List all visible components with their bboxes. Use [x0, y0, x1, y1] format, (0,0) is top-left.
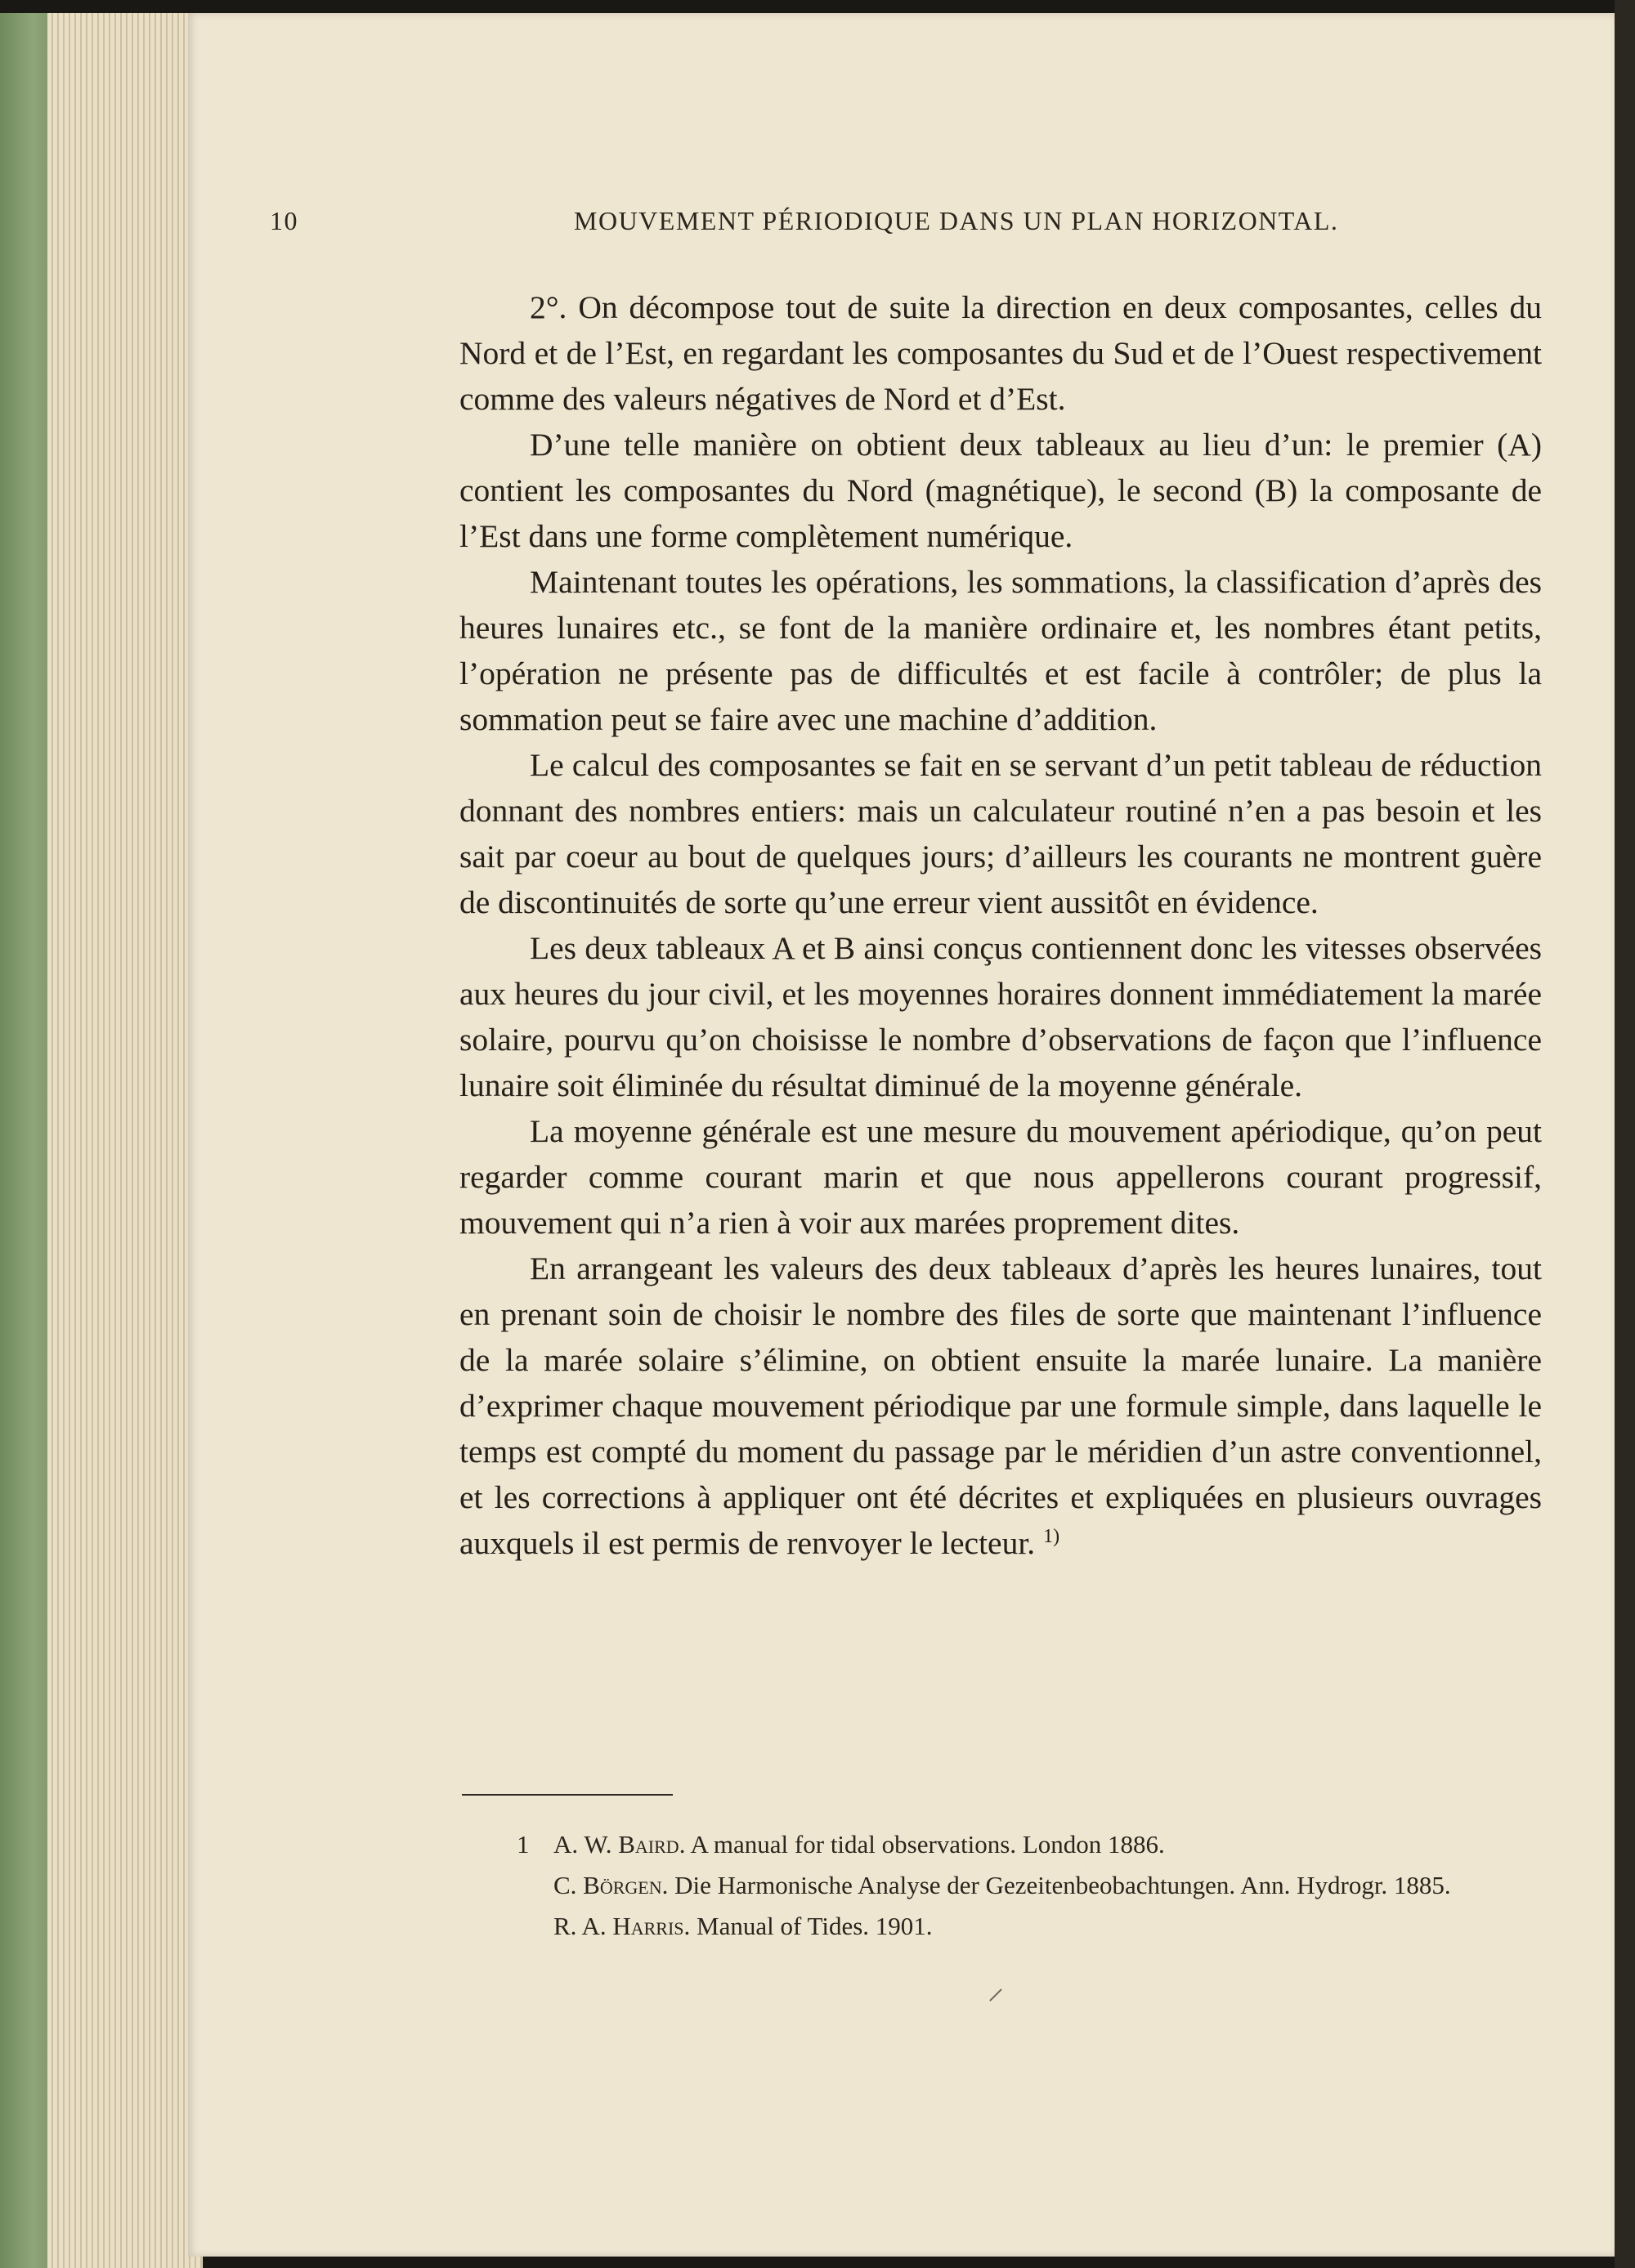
footnote-text: Die Harmonische Analyse der Gezeitenbeobachtungen. Ann. Hydrogr. 1885.	[674, 1871, 1451, 1899]
footnote-author: R. A. Harris.	[553, 1912, 691, 1940]
paragraph: Maintenant toutes les opérations, les sommations, la classification d’après des heures lunaires etc., se font de la manière ordinaire et, les nombres étant petits, l’opération ne présente pas de difficultés et est facile à contrôler; de plus la sommation peut se faire avec une machine d’addition.	[459, 564, 1542, 737]
running-title: MOUVEMENT PÉRIODIQUE DANS UN PLAN HORIZONTAL.	[574, 206, 1339, 235]
footnote-rule	[462, 1794, 673, 1796]
page-number: 10	[270, 206, 298, 235]
footnote-entry	[517, 1906, 1547, 1947]
footnote-text: Manual of Tides. 1901.	[697, 1912, 933, 1940]
running-header	[270, 206, 1545, 255]
body-text	[459, 284, 1542, 1566]
paragraph: Les deux tableaux A et B ainsi conçus contiennent donc les vitesses observées aux heures du jour civil, et les moyennes horaires donnent immédiatement la marée solaire, pourvu qu’on choisisse le nombre d’observations de façon que l’influence lunaire soit éliminée du résultat diminué de la moyenne générale.	[459, 930, 1542, 1103]
scan-border	[1615, 0, 1635, 2268]
page-stack-edges	[47, 13, 203, 2268]
paragraph-with-footnote	[459, 1246, 1542, 1566]
footnote-entry	[517, 1824, 1547, 1865]
footnote-entry	[517, 1865, 1547, 1906]
footnote-number: 1	[517, 1830, 530, 1859]
footnote-marker[interactable]: 1)	[1043, 1525, 1060, 1547]
paragraph: La moyenne générale est une mesure du mouvement apériodique, qu’on peut regarder comme courant marin et que nous appellerons courant progressif, mouvement qui n’a rien à voir aux marées proprement dites.	[459, 1113, 1542, 1241]
paragraph-text: En arrangeant les valeurs des deux tableaux d’après les heures lunaires, tout en prenant soin de choisir le nombre des files de sorte que maintenant l’influence de la marée solaire s’élimine, on obtient ensuite la marée lunaire. La manière d’exprimer chaque mouvement périodique par une formule simple, dans laquelle le temps est compté du moment du passage par le méridien d’un astre conventionnel, et les corrections à appliquer ont été décrites et expliquées en plusieurs ouvrages auxquels il est permis de renvoyer le lecteur.	[459, 1250, 1542, 1561]
footnotes	[517, 1824, 1547, 1947]
paragraph: 2°. On décompose tout de suite la direction en deux composantes, celles du Nord et de l’Est, en regardant les composantes du Sud et de l’Ouest respectivement comme des valeurs négatives de Nord et d’Est.	[459, 289, 1542, 417]
paragraph: Le calcul des composantes se fait en se servant d’un petit tableau de réduction donnant des nombres entiers: mais un calculateur routiné n’en a pas besoin et les sait par coeur au bout de quelques jours; d’ailleurs les courants ne montrent guère de discontinuités de sorte qu’une erreur vient aussitôt en évidence.	[459, 747, 1542, 920]
paragraph: D’une telle manière on obtient deux tableaux au lieu d’un: le premier (A) contient les composantes du Nord (magnétique), le second (B) la composante de l’Est dans une forme complètement numérique.	[459, 427, 1542, 554]
footnote-author: C. Börgen.	[553, 1871, 669, 1899]
footnote-text: A manual for tidal observations. London 1886.	[690, 1830, 1165, 1859]
footnote-author: A. W. Baird.	[553, 1830, 686, 1859]
